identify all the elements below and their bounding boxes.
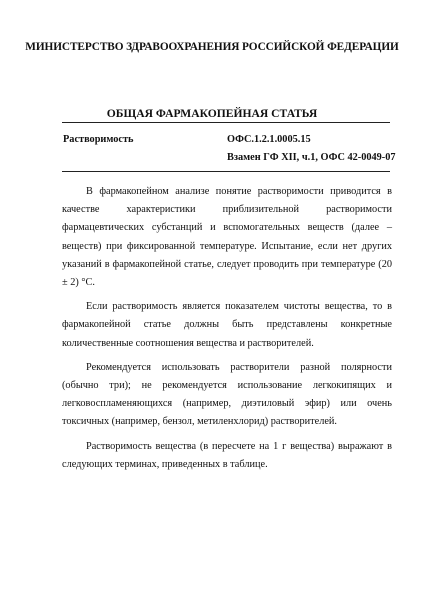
article-type-heading: ОБЩАЯ ФАРМАКОПЕЙНАЯ СТАТЬЯ bbox=[106, 107, 318, 120]
header-top-divider bbox=[62, 122, 390, 123]
body-paragraph: В фармакопейном анализе понятие растворимости приводится в качестве характеристики приблизительной растворимости фармацевтических субстанций и вспомогательных веществ (далее – веществ) при фиксированной температуре. Испытание, если нет других указаний в фармакопейной статье, следует проводить при температуре (20 ± 2) °С. bbox=[62, 186, 392, 289]
ministry-heading: МИНИСТЕРСТВО ЗДРАВООХРАНЕНИЯ РОССИЙСКОЙ ФЕДЕРАЦИИ bbox=[25, 41, 399, 53]
header-bottom-divider bbox=[62, 171, 390, 172]
body-paragraph: Растворимость вещества (в пересчете на 1 г вещества) выражают в следующих терминах, приведенных в таблице. bbox=[62, 440, 392, 470]
article-replaces-note: Взамен ГФ XII, ч.1, ОФС 42-0049-07 bbox=[227, 152, 396, 163]
article-body bbox=[62, 183, 392, 480]
article-code: ОФС.1.2.1.0005.15 bbox=[227, 134, 311, 145]
article-title: Растворимость bbox=[63, 134, 134, 145]
body-paragraph: Рекомендуется использовать растворители разной полярности (обычно три); не рекомендуется использование легкокипящих и легковоспламеняющихся (например, диэтиловый эфир) или очень токсичных (например, бензол, метиленхлорид) растворителей. bbox=[62, 361, 392, 428]
body-paragraph: Если растворимость является показателем чистоты вещества, то в фармакопейной статье должны быть представлены конкретные количественные соотношения вещества и растворителей. bbox=[62, 301, 392, 349]
